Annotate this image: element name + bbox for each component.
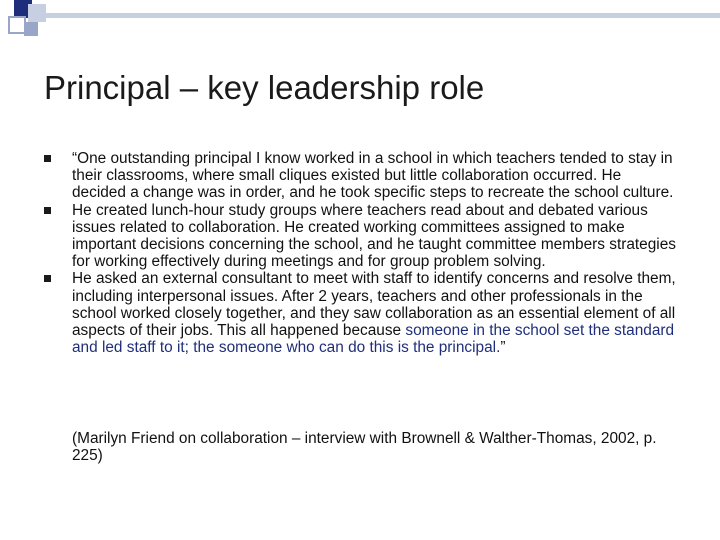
bullet-item-1 [42,150,677,202]
bullet-item-3 [42,270,677,356]
bullet-item-2 [42,202,677,271]
decor-square-light [28,4,46,22]
bullet-text-1: “One outstanding principal I know worked in a school in which teachers tended to stay in their classrooms, where small cliques existed but little collaboration occurred. He decided a change was in order, and he took specific steps to recreate the school culture. [72,150,674,202]
decor-horizontal-bar [46,13,720,18]
bullet-list [42,150,677,356]
slide-title: Principal – key leadership role [44,69,485,106]
bullet-text-2: He created lunch-hour study groups where teachers read about and debated various issues related to collaboration. He created working committees assigned to make important decisions concerning the school, and he taught committee members strategies for working effectively during meetings and for group problem solving. [72,201,676,271]
bullet-text-3-highlight: someone in the school set the standard and led staff to it; the someone who can do this is the principal. [72,322,675,357]
square-bullet-icon [44,155,51,162]
bullet-text-3-after: ” [500,339,506,357]
decor-square-mid [24,22,38,36]
decorative-header-band [0,0,720,50]
square-bullet-icon [44,207,51,214]
citation-text: (Marilyn Friend on collaboration – interview with Brownell & Walther-Thomas, 2002, p. 225) [72,430,657,465]
bullet-text-3-before: He asked an external consultant to meet with staff to identify concerns and resolve them, including interpersonal issues. After 2 years, teachers and other professionals in the school worked closely together, and they saw collaboration as an essential element of all aspects of their jobs. This all happened because [72,270,676,340]
square-bullet-icon [44,275,51,282]
